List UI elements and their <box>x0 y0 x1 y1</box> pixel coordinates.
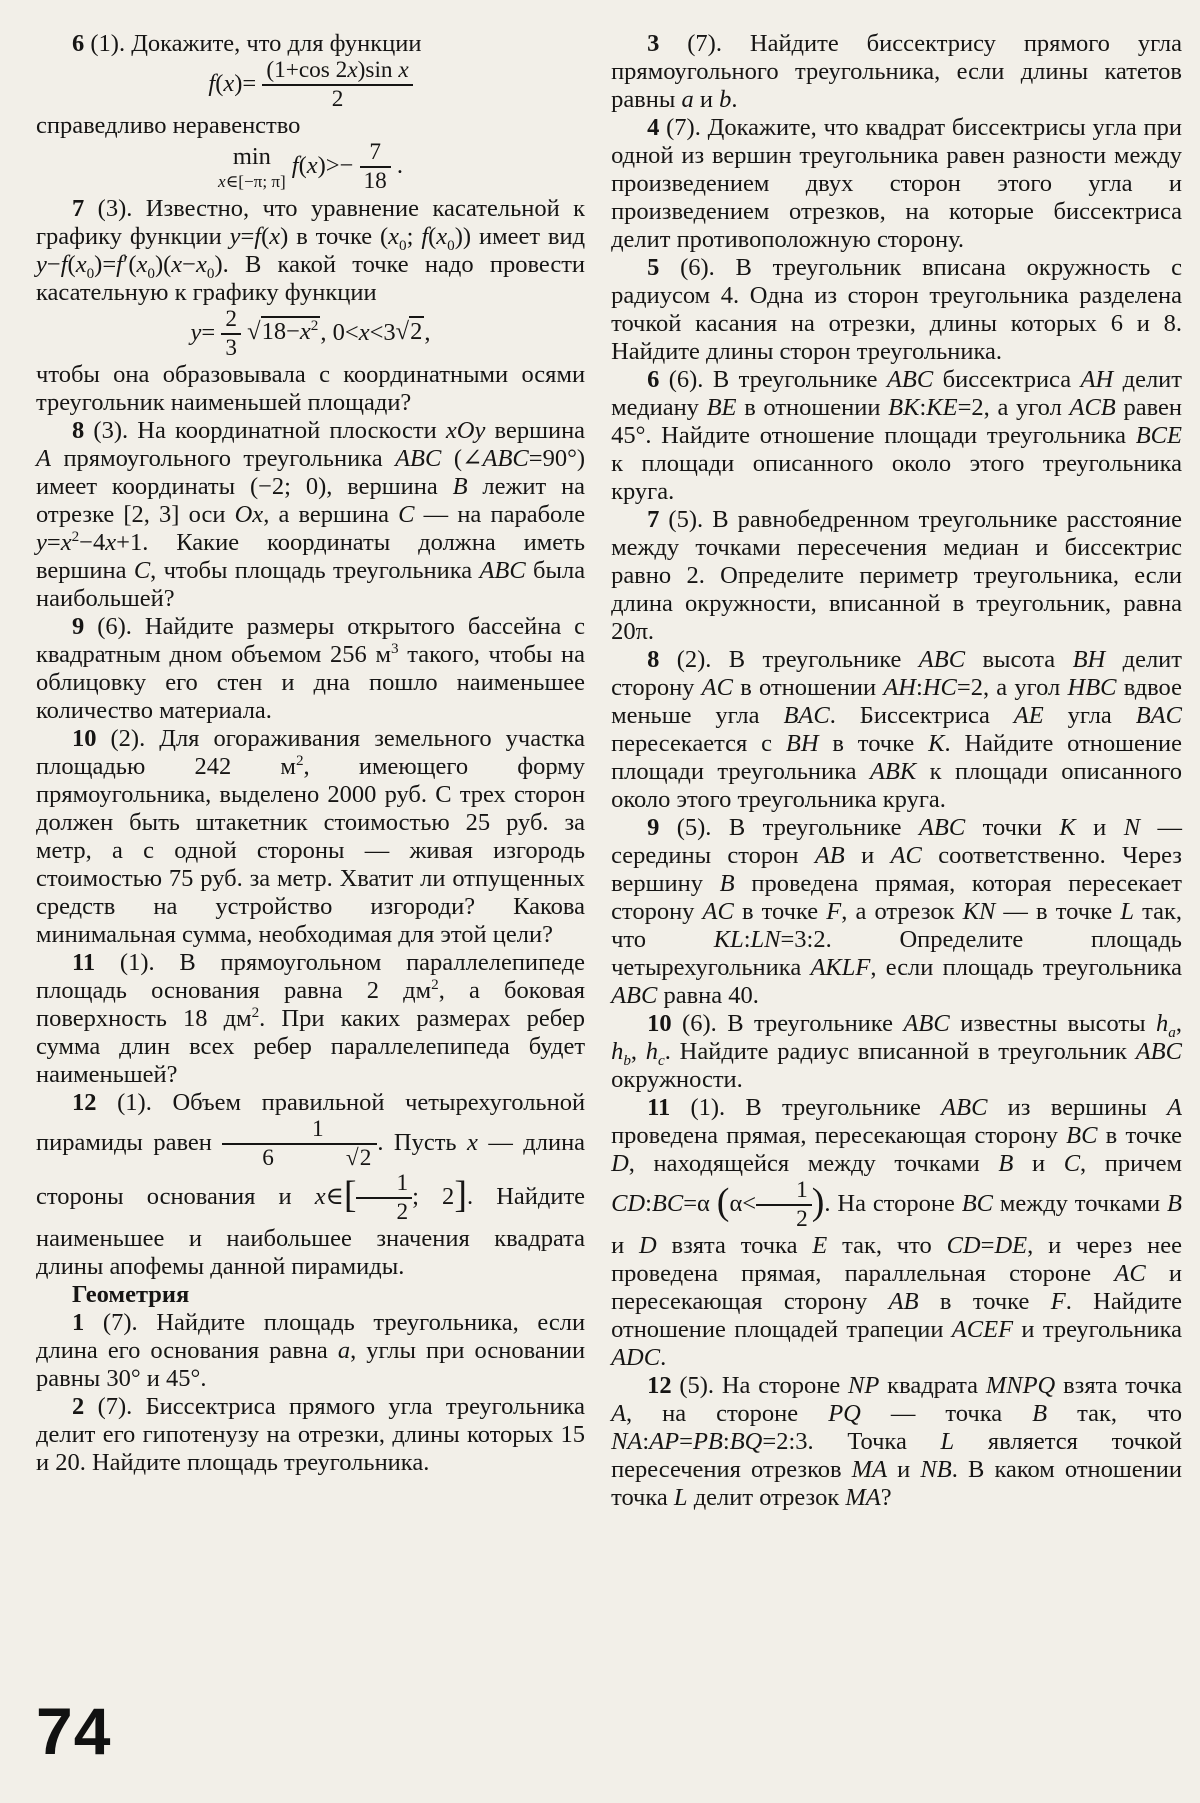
problem-paragraph: 8 (2). В треугольнике ABC высота BH делит сторону AC в отношении AH:HC=2, а угол HBC вдвое меньше угла BAC. Биссектриса AE угла BAC пересекается с BH в точке K. Найдите отношение площади треугольника ABK к площади описанного около этого треугольника круга. <box>611 646 1183 813</box>
text-columns <box>36 30 1182 1512</box>
problem-paragraph: 1 (7). Найдите площадь треугольника, если длина его основания равна a, углы при основании равны 30° и 45°. <box>36 1309 586 1393</box>
display-formula: f(x)= $\frac{\text{(1+cos 2x)sin x}}{2}$ <box>36 58 585 112</box>
problem-paragraph: 4 (7). Докажите, что квадрат биссектрисы угла при одной из вершин треугольника равен разности между произведением двух сторон этого угла и произведением отрезков, на которые биссектриса делит противоположную сторону. <box>611 114 1182 253</box>
problem-paragraph: 11 (1). В прямоугольном параллелепипеде площадь основания равна 2 $дм^2$, а боковая поверхность 18 $дм^2$. При каких размерах ребер сумма длин всех ребер параллелепипеда будет наименьшей? <box>36 948 586 1088</box>
problem-paragraph: 9 (6). Найдите размеры открытого бассейна с квадратным дном объемом 256 $м^3$ такого, чтобы на облицовку его стен и дна пошло наименьшее количество материала. <box>36 612 586 724</box>
page-number: 74 <box>36 1694 112 1768</box>
problem-paragraph: 10 (2). Для огораживания земельного участка площадью 242 $м^2$, имеющего форму прямоугольника, выделено 2000 руб. С трех сторон должен быть штакетник стоимостью 25 руб. за метр, а с одной стороны — живая изгородь стоимостью 75 руб. за метр. Хватит ли отпущенных средств на устройство изгороди? Какова минимальная сумма, необходимая для этой цели? <box>36 724 586 948</box>
problem-paragraph: 7 (3). Известно, что уравнение касательной к графику функции y=f(x) в точке ($x_0$; $f(x_0)$) имеет вид $y-f(x_0)=f'(x_0)(x-x_0)$. В какой точке надо провести касательную к графику функции <box>36 194 586 306</box>
problem-paragraph: справедливо неравенство <box>36 112 301 140</box>
display-formula: min x∈[−π; π] f(x)>− $\frac{7}{18}$ . <box>218 139 404 195</box>
section-heading: Геометрия <box>72 1281 190 1309</box>
problem-paragraph: 7 (5). В равнобедренном треугольнике расстояние между точками пересечения медиан и биссектрис равно 2. Определите периметр треугольника, если длина окружности, вписанной в треугольник, равна 20π. <box>611 506 1182 645</box>
problem-paragraph: 11 (1). В треугольнике ABC из вершины A проведена прямая, пересекающая сторону BC в точке D, находящейся между точками B и C, причем CD:BC=α (α< $\frac{1}{2}$ ). На стороне BC между точками B и D взята точка E так, что CD=DE, и через нее проведена прямая, параллельная стороне AC и пересекающая сторону AB в точке F. Найдите отношение площадей трапеции ACEF и треугольника ADC. <box>611 1094 1183 1372</box>
problem-paragraph: 5 (6). В треугольник вписана окружность с радиусом 4. Одна из сторон треугольника разделена точкой касания на отрезки, длины которых 6 и 8. Найдите длины сторон треугольника. <box>611 254 1182 365</box>
problem-paragraph: 9 (5). В треугольнике ABC точки K и N — середины сторон AB и AC соответственно. Через вершину B проведена прямая, которая пересекает сторону AC в точке F, а отрезок KN — в точке L так, что KL:LN=3:2. Определите площадь четырехугольника AKLF, если площадь треугольника ABC равна 40. <box>611 814 1183 1009</box>
problem-paragraph: 2 (7). Биссектриса прямого угла треугольника делит его гипотенузу на отрезки, длины которых 15 и 20. Найдите площадь треугольника. <box>36 1393 586 1477</box>
problem-paragraph: 6 (1). Докажите, что для функции <box>72 30 422 57</box>
problem-paragraph: 12 (5). На стороне NP квадрата MNPQ взята точка A, на стороне PQ — точка B так, что NA:AP=PB:BQ=2:3. Точка L является точкой пересечения отрезков MA и NB. В каком отношении точка L делит отрезок MA? <box>611 1372 1183 1512</box>
problem-paragraph: 10 (6). В треугольнике ABC известны высоты $h_a$, $h_b$, $h_c$. Найдите радиус вписанной в треугольник ABC окружности. <box>611 1010 1182 1093</box>
problem-paragraph: 12 (1). Объем правильной четырехугольной пирамиды равен $\frac{1}{6 √2}$ . Пусть x — длина стороны основания и x∈[ $\frac{1}{2}$ ; 2]. Найдите наименьшее и наибольшее значения квадрата длины апофемы данной пирамиды. <box>36 1088 586 1281</box>
right-column <box>611 30 1182 1512</box>
left-column <box>36 30 585 1512</box>
problem-paragraph: 6 (6). В треугольнике ABC биссектриса AH делит медиану BE в отношении BK:KE=2, а угол ACB равен 45°. Найдите отношение площади треугольника BCE к площади описанного около этого треугольника круга. <box>611 366 1182 505</box>
problem-paragraph: 8 (3). На координатной плоскости xOy вершина A прямоугольного треугольника ABC (∠ABC=90°) имеет координаты (−2; 0), вершина B лежит на отрезке [2, 3] оси Ox, а вершина C — на параболе $y=x^2-4x+1$. Какие координаты должна иметь вершина C, чтобы площадь треугольника ABC была наибольшей? <box>36 416 586 612</box>
display-formula: y= $\frac{2}{3}$ $√18-x^2$, 0<x<3√2, <box>190 305 431 361</box>
problem-paragraph: чтобы она образовывала с координатными осями треугольник наименьшей площади? <box>36 360 586 416</box>
problem-paragraph: 3 (7). Найдите биссектрису прямого угла прямоугольного треугольника, если длины катетов равны a и b. <box>611 30 1182 113</box>
